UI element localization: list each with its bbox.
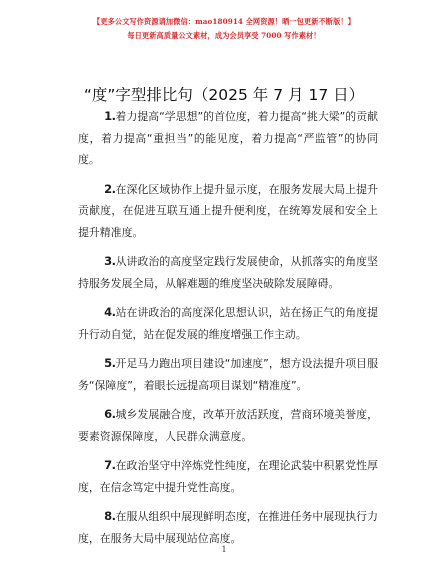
paragraph-6 <box>78 404 378 447</box>
paragraph-text: 站在讲政治的高度深化思想认识，站在扬正气的角度提升行动自觉，站在促发展的维度增强工作主动。 <box>78 306 378 341</box>
paragraph-3 <box>78 251 378 294</box>
paragraph-text: 着力提高“学思想”的首位度，着力提高“挑大梁”的贡献度，着力提高“重担当”的能见度，着力提高“严监管”的协同度。 <box>78 110 378 166</box>
paragraph-number: 3. <box>104 254 116 268</box>
paragraph-5 <box>78 353 378 396</box>
paragraph-number: 4. <box>104 305 116 319</box>
paragraph-number: 8. <box>104 509 116 523</box>
document-title: “度”字型排比句（2025 年 7 月 17 日） <box>83 86 365 104</box>
paragraph-text: 城乡发展融合度，改革开放活跃度，营商环境美誉度，要素资源保障度，人民群众满意度。 <box>78 408 378 443</box>
promo-banner-line-2: 每日更新高质量公文素材，成为会员享受 7000 写作素材！ <box>127 31 321 40</box>
paragraph-number: 1. <box>104 109 116 123</box>
paragraph-4 <box>78 302 378 345</box>
paragraph-number: 6. <box>104 407 116 421</box>
paragraph-text: 在深化区域协作上提升显示度，在服务发展大局上提升贡献度，在促进互联互通上提升便利度，在统筹发展和安全上提升精准度。 <box>78 182 378 239</box>
document-body <box>78 106 378 557</box>
paragraph-1 <box>78 106 378 171</box>
paragraph-text: 在政治坚守中淬炼党性纯度，在理论武装中积累党性厚度，在信念笃定中提升党性高度。 <box>78 459 378 494</box>
paragraph-text: 从讲政治的高度坚定践行发展使命，从抓落实的角度坚持服务发展全局，从解难题的维度坚决破除发展障碍。 <box>78 255 378 290</box>
page-number: 1 <box>221 545 227 554</box>
paragraph-text: 开足马力跑出项目建设“加速度”，想方设法提升项目服务“保障度”，着眼长远提高项目谋划“精准度”。 <box>78 357 378 392</box>
paragraph-number: 5. <box>104 356 116 370</box>
paragraph-7 <box>78 455 378 498</box>
paragraph-number: 2. <box>104 181 116 196</box>
paragraph-2 <box>78 179 378 244</box>
paragraph-number: 7. <box>104 458 116 472</box>
paragraph-8 <box>78 506 378 549</box>
promo-banner-line-1: 【更多公文写作资源请加微信：mao180914 全网资源！晒一包更新不断版！】 <box>93 17 355 26</box>
paragraph-text: 在服从组织中展现鲜明态度，在推进任务中展现执行力度，在服务大局中展现站位高度。 <box>78 510 378 545</box>
